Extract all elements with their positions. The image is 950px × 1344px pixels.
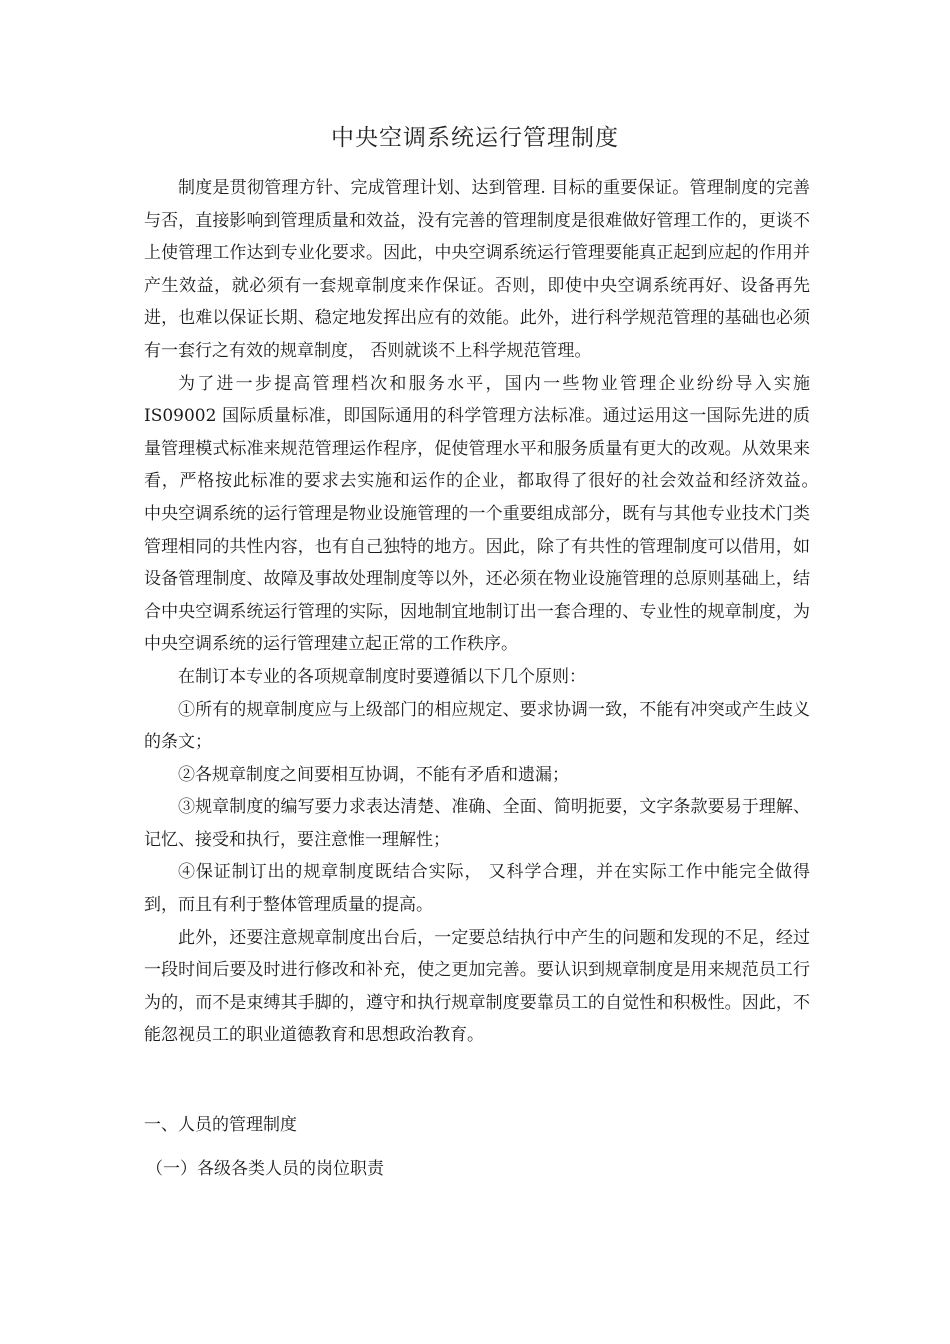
paragraph-intro: 制度是贯彻管理方针、完成管理计划、达到管理. 目标的重要保证。管理制度的完善与否，直接影响到管理质量和效益，没有完善的管理制度是很难做好管理工作的，更谈不上使管理工作达到专业化要求。因此，中央空调系统运行管理要能真正起到应起的作用并产生效益，就必须有一套规章制度来作保证。否则，即使中央空调系统再好、设备再先进，也难以保证长期、稳定地发挥出应有的效能。此外，进行科学规范管理的基础也必须有一套行之有效的规章制度， 否则就谈不上科学规范管理。 <box>144 178 810 361</box>
paragraph-revision: 此外，还要注意规章制度出台后，一定要总结执行中产生的问题和发现的不足，经过一段时间后要及时进行修改和补充，使之更加完善。要认识到规章制度是用来规范员工行为的，而不是束缚其手脚的，遵守和执行规章制度要靠员工的自觉性和积极性。因此，不能忽视员工的职业道德教育和思想政治教育。 <box>144 927 810 1046</box>
section-heading: 一、人员的管理制度 <box>144 1115 297 1135</box>
paragraph-principle-3: ③规章制度的编写要力求表达清楚、准确、全面、简明扼要，文字条款要易于理解、记忆、接受和执行，要注意惟一理解性； <box>144 797 810 850</box>
paragraph-iso9002: 为了进一步提高管理档次和服务水平，国内一些物业管理企业纷纷导入实施 IS09002 国际质量标准，即国际通用的科学管理方法标准。通过运用这一国际先进的质量管理模式标准来规范管理运作程序，促使管理水平和服务质量有更大的改观。从效果来看，严格按此标准的要求去实施和运作的企业，都取得了很好的社会效益和经济效益。 中央空调系统的运行管理是物业设施管理的一个重要组成部分，既有与其他专业技术门类管理相同的共性内容，也有自己独特的地方。因此，除了有共性的管理制度可以借用，如设备管理制度、故障及事故处理制度等以外，还必须在物业设施管理的总原则基础上，结合中央空调系统运行管理的实际，因地制宜地制订出一套合理的、专业性的规章制度，为中央空调系统的运行管理建立起正常的工作秩序。 <box>144 373 844 655</box>
paragraph-principle-4: ④保证制订出的规章制度既结合实际， 又科学合理，并在实际工作中能完全做得到，而且有利于整体管理质量的提高。 <box>144 862 810 916</box>
document-title: 中央空调系统运行管理制度 <box>331 125 619 151</box>
paragraph-principle-1: ①所有的规章制度应与上级部门的相应规定、要求协调一致，不能有冲突或产生歧义的条文； <box>144 699 810 753</box>
paragraph-principles-intro: 在制订本专业的各项规章制度时要遵循以下几个原则： <box>178 666 586 687</box>
document-body <box>144 172 844 1052</box>
paragraph-principle-2: ②各规章制度之间要相互协调，不能有矛盾和遗漏； <box>178 764 569 785</box>
subsection-heading: （一）各级各类人员的岗位职责 <box>146 1159 384 1179</box>
